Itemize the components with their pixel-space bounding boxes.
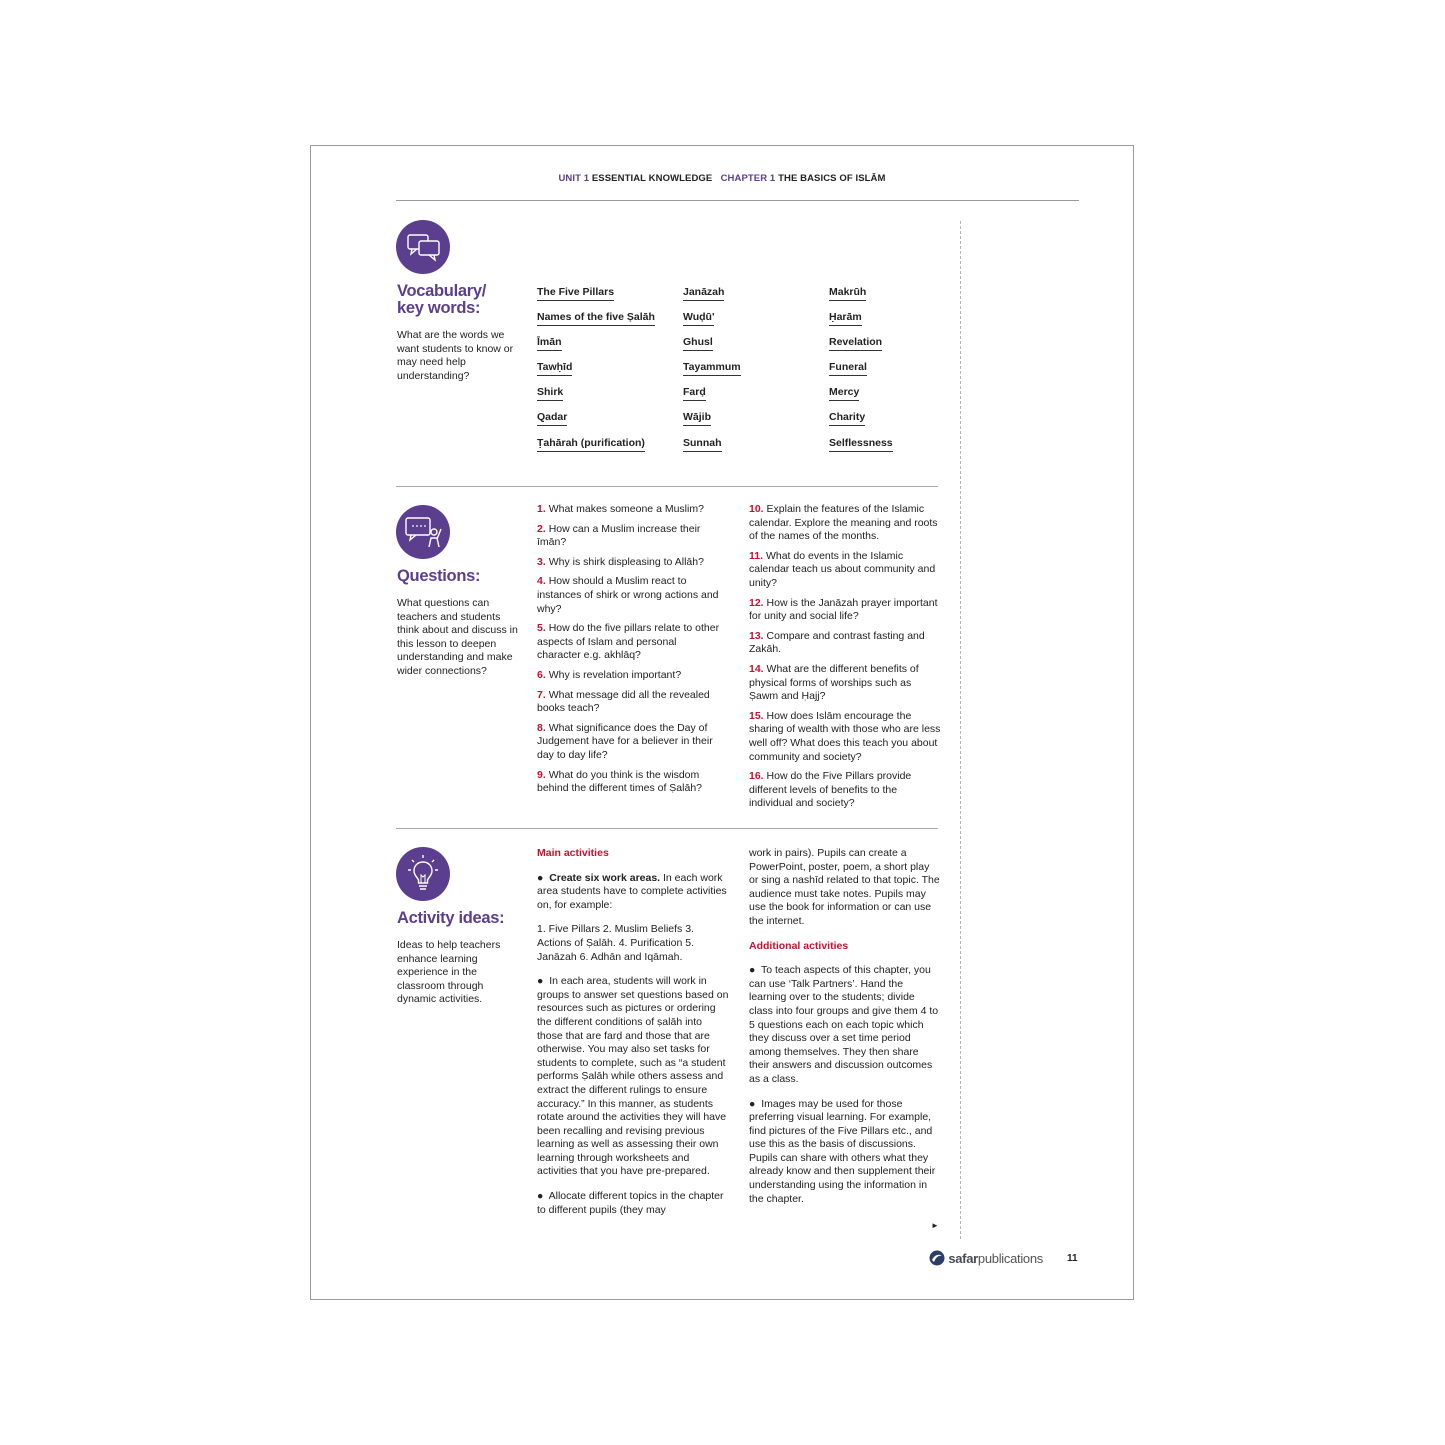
activities-title: Activity ideas:: [397, 909, 505, 927]
question-item: 6. Why is revelation important?: [537, 668, 682, 681]
vocab-item: Charity: [829, 411, 893, 436]
vocab-item: Makrūh: [829, 286, 893, 311]
vocab-item: Sunnah: [683, 437, 741, 462]
question-item: 14. What are the different benefits of physical forms of worships such as Ṣawm and Ḥajj?: [749, 662, 919, 703]
vocab-item: The Five Pillars: [537, 286, 655, 311]
additional-activities-heading: Additional activities: [749, 939, 849, 952]
main-activities-heading: Main activities: [537, 847, 609, 859]
vocab-item: Janāzah: [683, 286, 741, 311]
page: [310, 145, 1134, 1300]
questions-title: Questions:: [397, 567, 481, 585]
questions-left-column: [537, 503, 722, 802]
question-item: 2. How can a Muslim increase their īmān?: [537, 522, 701, 549]
question-item: 10. Explain the features of the Islamic calendar. Explore the meaning and roots of the names of the months.: [749, 503, 938, 543]
vocab-item: Funeral: [829, 361, 893, 386]
question-item: 3. Why is shirk displeasing to Allāh?: [537, 555, 704, 568]
question-item: 1. What makes someone a Muslim?: [537, 503, 704, 515]
question-item: 16. How do the Five Pillars provide different levels of benefits to the individual and society?: [749, 770, 912, 810]
vocab-item: Qadar: [537, 411, 655, 436]
vocab-item: Names of the five Ṣalāh: [537, 311, 655, 336]
safar-swoosh-icon: [929, 1250, 945, 1266]
vocab-item: Wuḍū': [683, 311, 741, 336]
vocab-item: Ṭahārah (purification): [537, 437, 655, 462]
vocabulary-description: What are the words we want students to know or may need help understanding?: [397, 329, 514, 382]
vocab-item: Shirk: [537, 386, 655, 411]
question-item: 15. How does Islām encourage the sharing of wealth with those who are less well off? What does this teach you about community and society?: [749, 709, 941, 763]
activity-paragraph: ● Allocate different topics in the chapter to different pupils (they may: [537, 1190, 724, 1216]
vocab-item: Ḥarām: [829, 311, 893, 336]
vocab-column-2: [683, 286, 741, 462]
lightbulb-icon: [396, 847, 450, 901]
vocab-column-3: [829, 286, 893, 462]
section-divider: [396, 486, 938, 487]
question-item: 4. How should a Muslim react to instances of shirk or wrong actions and why?: [537, 575, 719, 615]
activity-paragraph: 1. Five Pillars 2. Muslim Beliefs 3. Actions of Ṣalāh. 4. Purification 5. Janāzah 6. Adhān and Iqāmah.: [537, 923, 695, 963]
question-item: 9. What do you think is the wisdom behind the different times of Ṣalāh?: [537, 768, 703, 795]
question-item: 7. What message did all the revealed books teach?: [537, 688, 710, 715]
margin-divider: [960, 221, 961, 1239]
questions-right-column: [749, 503, 941, 817]
activities-left-column: [537, 847, 729, 1228]
question-item: 11. What do events in the Islamic calendar teach us about community and unity?: [749, 549, 936, 589]
questions-description: What questions can teachers and students think about and discuss in this lesson to deepen understanding and make wider connections?: [397, 597, 518, 677]
speech-bubbles-icon: [396, 220, 450, 274]
vocab-item: Mercy: [829, 386, 893, 411]
activity-paragraph: ● Create six work areas. In each work area students have to complete activities on, for example:: [537, 871, 727, 911]
running-header: UNIT 1 ESSENTIAL KNOWLEDGE CHAPTER 1 THE BASICS OF ISLĀM: [558, 173, 886, 184]
vocab-item: Wājib: [683, 411, 741, 436]
page-number: 11: [1067, 1253, 1078, 1264]
vocab-item: Revelation: [829, 336, 893, 361]
vocabulary-title: Vocabulary/ key words:: [397, 282, 487, 317]
vocab-item: Selflessness: [829, 437, 893, 462]
continue-arrow-icon: ►: [931, 1221, 939, 1230]
question-item: 12. How is the Janāzah prayer important for unity and social life?: [749, 596, 938, 623]
header-rule: [396, 200, 1079, 201]
vocab-item: Ghusl: [683, 336, 741, 361]
question-item: 13. Compare and contrast fasting and Zakāh.: [749, 629, 925, 656]
publisher-logo: safarpublications: [929, 1250, 1043, 1266]
activities-right-column: [749, 847, 941, 1217]
question-item: 8. What significance does the Day of Judgement have for a believer in their day to day life?: [537, 721, 713, 761]
question-item: 5. How do the five pillars relate to other aspects of Islam and personal character e.g. akhlāq?: [537, 622, 720, 662]
activity-paragraph: ● Images may be used for those preferring visual learning. For example, find pictures of the Five Pillars etc., and use this as the basis of discussions. Pupils can share with others what they already know and then supplement their understanding using the information in the chapter.: [749, 1097, 936, 1205]
activity-paragraph: work in pairs). Pupils can create a PowerPoint, poster, poem, a short play or sing a nashīd related to that topic. The audience must take notes. Pupils may use the book for information or can use the internet.: [749, 847, 940, 927]
vocab-item: Tawḥīd: [537, 361, 655, 386]
activities-description: Ideas to help teachers enhance learning experience in the classroom through dynamic activities.: [397, 939, 501, 1006]
presenter-board-icon: [396, 505, 450, 559]
vocab-item: Īmān: [537, 336, 655, 361]
section-divider: [396, 828, 938, 829]
vocab-item: Tayammum: [683, 361, 741, 386]
vocab-item: Farḍ: [683, 386, 741, 411]
activity-paragraph: ● To teach aspects of this chapter, you can use ‘Talk Partners’. Hand the learning over to the students; divide class into four groups and give them 4 to 5 questions each on each topic which they discuss over a set time period among themselves. They then share their answers and discussion outcomes as a class.: [749, 964, 939, 1085]
vocab-column-1: [537, 286, 655, 462]
activity-paragraph: ● In each area, students will work in groups to answer set questions based on resources such as pictures or ordering the different conditions of ṣalāh into those that are farḍ and those that are otherwise. You may also set tasks for students to complete, such as “a student performs Ṣalāh while others assess and extract the different rulings to ensure accuracy.” In this manner, as students rotate around the activities they will have been recalling and revising previous learning as well as assessing their own learning through worksheets and activities that you have pre-prepared.: [537, 975, 729, 1178]
